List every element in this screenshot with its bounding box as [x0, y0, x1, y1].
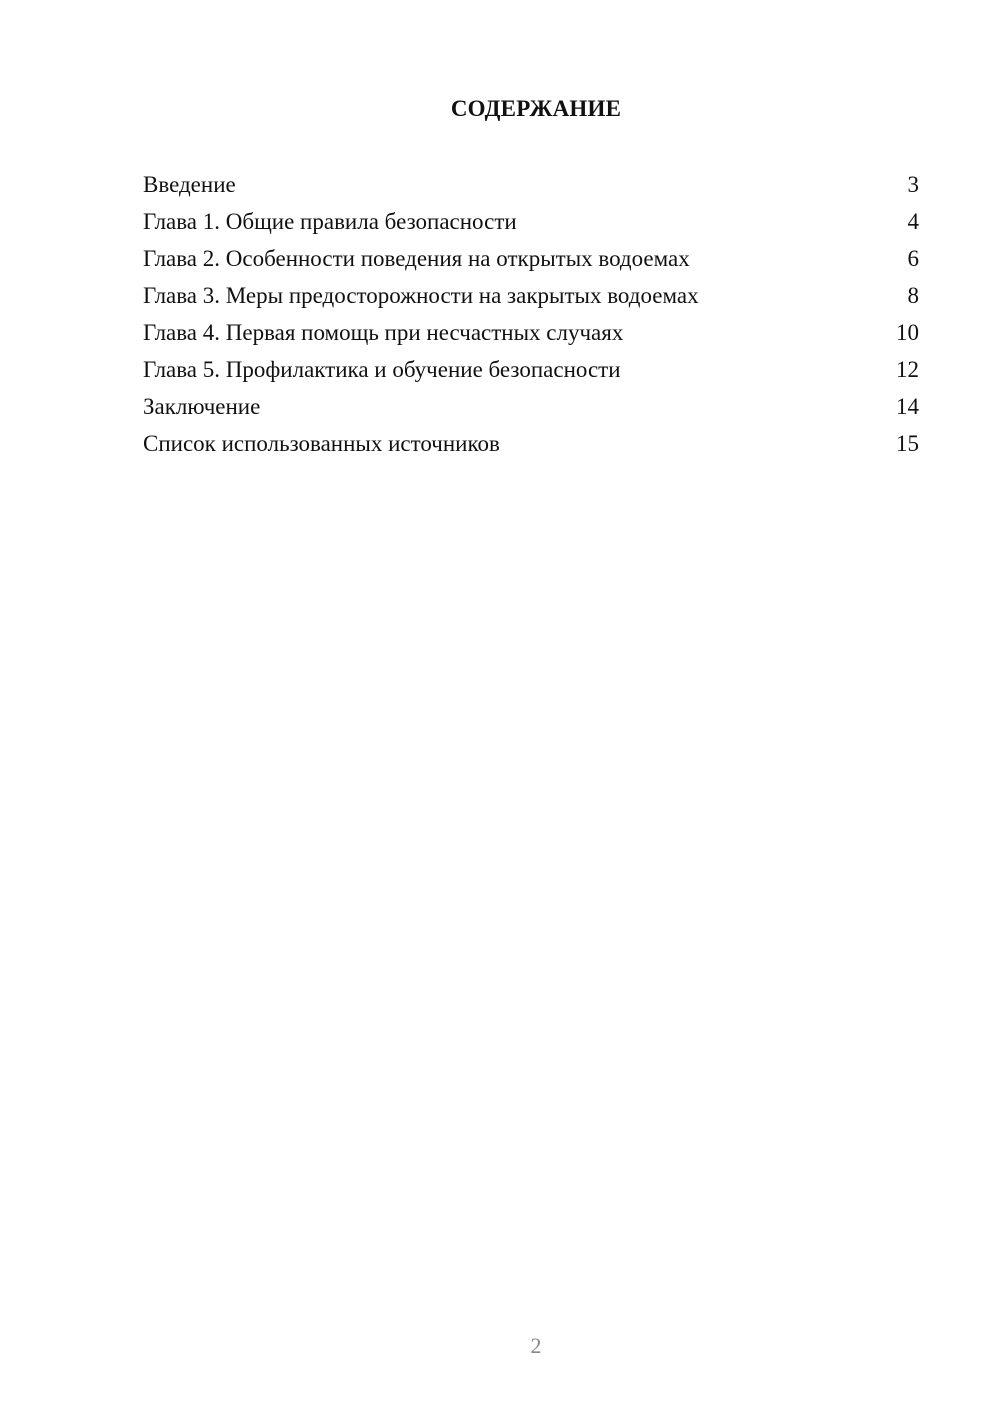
toc-entry-chapter-3: [143, 281, 919, 318]
toc-entry-page: 4: [907, 209, 919, 234]
toc-entry-label: Введение: [143, 172, 236, 197]
toc-entry-label: Глава 3. Меры предосторожности на закрытых водоемах: [143, 283, 699, 308]
toc-entry-page: 6: [907, 246, 919, 271]
toc-entry-conclusion: [143, 392, 919, 429]
toc-entry-label: Глава 5. Профилактика и обучение безопасности: [143, 357, 621, 382]
toc-entry-page: 14: [896, 394, 919, 419]
toc-entry-references: [143, 429, 919, 466]
toc-entry-page: 12: [896, 357, 919, 382]
toc-entry-label: Глава 4. Первая помощь при несчастных случаях: [143, 320, 624, 345]
toc-entry-page: 10: [896, 320, 919, 345]
toc-entry-label: Глава 1. Общие правила безопасности: [143, 209, 517, 234]
toc-entry-chapter-4: [143, 318, 919, 355]
page-number: 2: [530, 1333, 542, 1358]
toc-entry-introduction: [143, 170, 919, 207]
table-of-contents: [143, 170, 919, 466]
toc-entry-chapter-2: [143, 244, 919, 281]
toc-entry-page: 15: [896, 431, 919, 456]
page-title: СОДЕРЖАНИЕ: [450, 96, 622, 121]
toc-entry-page: 3: [907, 172, 919, 197]
toc-entry-label: Глава 2. Особенности поведения на открытых водоемах: [143, 246, 690, 271]
toc-entry-page: 8: [907, 283, 919, 308]
toc-entry-label: Список использованных источников: [143, 431, 500, 456]
toc-entry-chapter-5: [143, 355, 919, 392]
toc-entry-label: Заключение: [143, 394, 261, 419]
toc-entry-chapter-1: [143, 207, 919, 244]
